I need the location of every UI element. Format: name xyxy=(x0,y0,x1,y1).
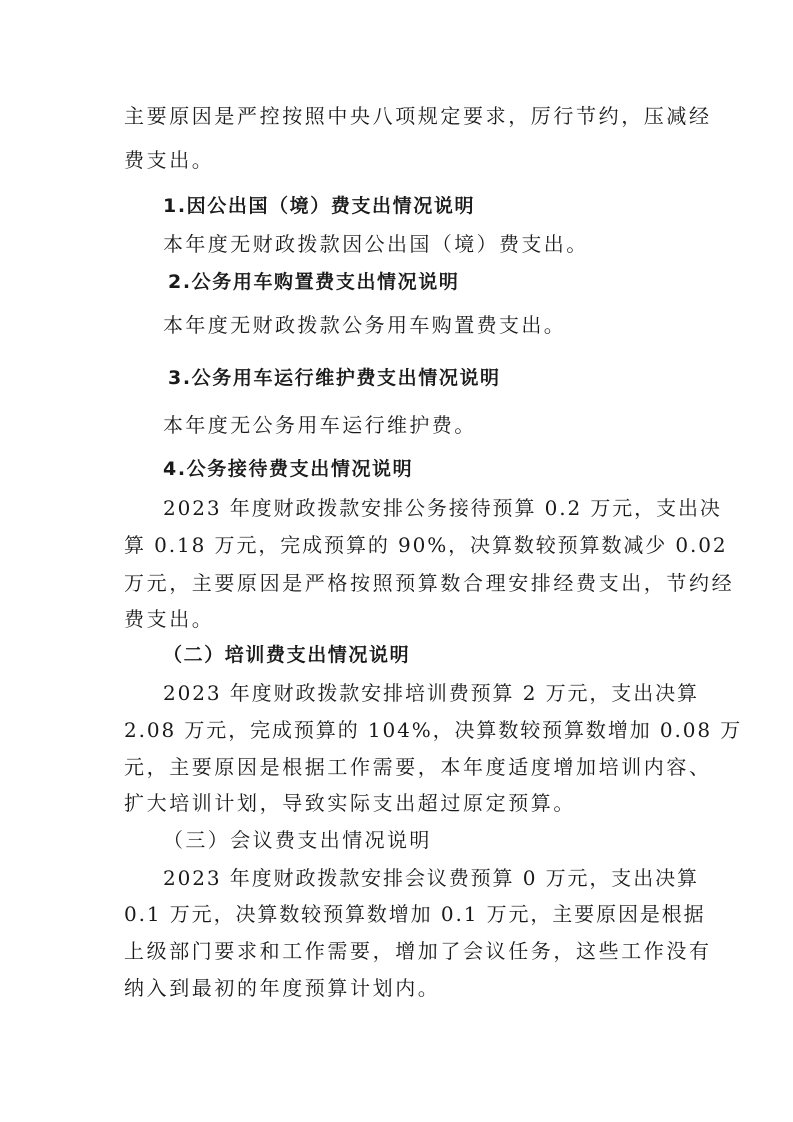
paragraph-line: 费支出。 xyxy=(124,148,215,172)
paragraph-line: 上级部门要求和工作需要，增加了会议任务，这些工作没有 xyxy=(124,939,712,963)
section-heading-4: 4.公务接待费支出情况说明 xyxy=(163,458,414,480)
paragraph-line: 2023 年度财政拨款安排培训费预算 2 万元，支出决算 xyxy=(163,681,699,705)
section-heading-1: 1.因公出国（境）费支出情况说明 xyxy=(163,195,476,217)
paragraph-line: 本年度无公务用车运行维护费。 xyxy=(163,413,477,437)
paragraph-line: 主要原因是严控按照中央八项规定要求，厉行节约，压减经 xyxy=(124,104,712,128)
paragraph-line: 元，主要原因是根据工作需要，本年度适度增加培训内容、 xyxy=(124,755,712,779)
section-heading-5: （二）培训费支出情况说明 xyxy=(163,644,411,666)
paragraph-line: 2023 年度财政拨款安排会议费预算 0 万元，支出决算 xyxy=(163,866,699,890)
paragraph-line: 本年度无财政拨款公务用车购置费支出。 xyxy=(163,313,567,337)
paragraph-line: 本年度无财政拨款因公出国（境）费支出。 xyxy=(163,232,589,256)
section-heading-2: 2.公务用车购置费支出情况说明 xyxy=(168,271,460,293)
paragraph-line: 2.08 万元，完成预算的 104%，决算数较预算数增加 0.08 万 xyxy=(124,718,743,742)
paragraph-line: 费支出。 xyxy=(124,607,215,631)
paragraph-line: 0.1 万元，决算数较预算数增加 0.1 万元，主要原因是根据 xyxy=(124,902,706,926)
section-heading-6: （三）会议费支出情况说明 xyxy=(163,828,432,852)
section-heading-3: 3.公务用车运行维护费支出情况说明 xyxy=(168,367,501,389)
paragraph-line: 算 0.18 万元，完成预算的 90%，决算数较预算数减少 0.02 xyxy=(124,533,728,557)
paragraph-line: 纳入到最初的年度预算计划内。 xyxy=(124,976,441,1000)
paragraph-line: 扩大培训计划，导致实际支出超过原定预算。 xyxy=(124,791,576,815)
paragraph-line: 2023 年度财政拨款安排公务接待预算 0.2 万元，支出决 xyxy=(163,496,722,520)
paragraph-line: 万元，主要原因是严格按照预算数合理安排经费支出，节约经 xyxy=(124,571,735,595)
